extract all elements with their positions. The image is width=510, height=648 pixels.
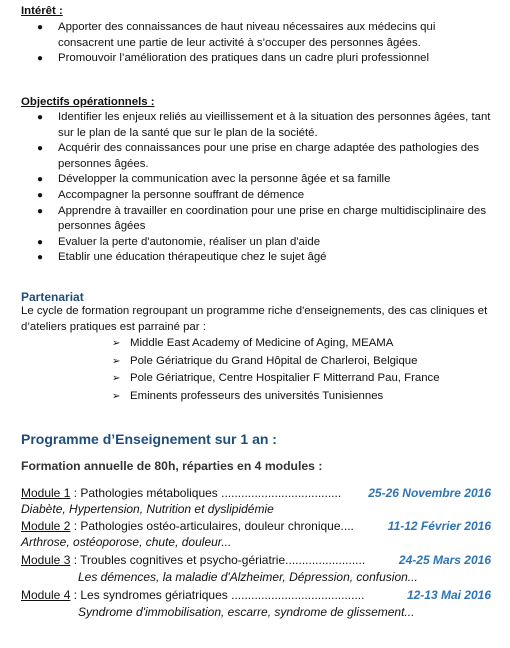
list-item: ● Evaluer la perte d'autonomie, réaliser un plan d'aide xyxy=(0,235,494,251)
partenariat-text: Le cycle de formation regroupant un programme riche d'enseignements, des cas cliniques et d’ateliers pratiques est parrainé par : xyxy=(21,305,488,333)
arrow-bullet-icon: ➢ xyxy=(112,390,121,402)
objectifs-heading: Objectifs opérationnels : xyxy=(21,96,155,108)
module-label: Module 3 xyxy=(21,553,71,567)
bullet-icon: ● xyxy=(37,112,44,123)
bullet-icon: ● xyxy=(37,205,44,217)
module-label: Module 2 xyxy=(21,519,71,533)
module-line xyxy=(21,485,491,501)
bullet-icon: ● xyxy=(37,143,44,155)
list-item: ● Apporter des connaissances de haut niveau nécessaires aux médecins qui consacrent une partie de leur activité à s’occuper des personnes âgées. xyxy=(37,21,436,49)
module-date: 12-13 Mai 2016 xyxy=(406,588,491,602)
bullet-icon: ● xyxy=(37,236,44,248)
module-label: Module 1 xyxy=(21,486,71,500)
arrow-bullet-icon: ➢ xyxy=(112,338,121,349)
module-line xyxy=(21,552,491,568)
list-item: ➢ Eminents professeurs des universités Tunisiennes xyxy=(0,388,440,406)
list-item: ● Apprendre à travailler en coordination pour une prise en charge multidisciplinaire des personnes âgées xyxy=(37,204,487,233)
module-label: Module 4 xyxy=(21,588,71,602)
module-line xyxy=(21,587,491,603)
list-item: ● Etablir une éducation thérapeutique chez le sujet âgé xyxy=(0,250,494,266)
list-item: ● Accompagner la personne souffrant de démence xyxy=(0,188,494,204)
arrow-bullet-icon: ➢ xyxy=(112,373,121,384)
objectifs-list xyxy=(0,110,494,266)
module-topic: : Troubles cognitives et psycho-gériatrie........................ xyxy=(70,553,366,567)
list-item: ➢ Pole Gériatrique, Centre Hospitalier F Mitterrand Pau, France xyxy=(0,370,440,388)
list-item: ● Promouvoir l’amélioration des pratiques dans un cadre pluri professionnel xyxy=(0,51,494,67)
bullet-icon: ● xyxy=(37,189,44,201)
interet-heading: Intérêt : xyxy=(21,5,63,17)
arrow-bullet-icon: ➢ xyxy=(112,355,121,367)
module-description: Diabète, Hypertension, Nutrition et dyslipidémie xyxy=(21,502,274,516)
partenariat-title: Partenariat xyxy=(21,290,84,304)
partners-list xyxy=(0,335,440,405)
module-date: 25-26 Novembre 2016 xyxy=(368,486,491,500)
module-topic: : Les syndromes gériatriques ........................................ xyxy=(70,588,365,602)
module-topic: : Pathologies métaboliques .................................... xyxy=(70,486,342,500)
list-item: ➢ Middle East Academy of Medicine of Aging, MEAMA xyxy=(0,335,440,353)
module-description: Syndrome d'immobilisation, escarre, syndrome de glissement... xyxy=(78,605,415,619)
bullet-icon: ● xyxy=(37,22,44,33)
module-line xyxy=(21,518,491,534)
module-description: Arthrose, ostéoporose, chute, douleur... xyxy=(21,535,232,549)
module-date: 24-25 Mars 2016 xyxy=(398,553,491,567)
module-date: 11-12 Février 2016 xyxy=(387,519,491,533)
list-item: ● Acquérir des connaissances pour une prise en charge adaptée des pathologies des personnes âgées. xyxy=(37,142,480,170)
bullet-icon: ● xyxy=(37,53,44,65)
bullet-icon: ● xyxy=(37,252,44,264)
formation-summary: Formation annuelle de 80h, réparties en 4 modules : xyxy=(21,459,323,473)
interet-list xyxy=(0,20,494,67)
module-description: Les démences, la maladie d'Alzheimer, Dépression, confusion... xyxy=(78,570,418,584)
list-item: ➢ Pole Gériatrique du Grand Hôpital de Charleroi, Belgique xyxy=(0,353,440,371)
programme-title: Programme d’Enseignement sur 1 an : xyxy=(21,431,277,447)
module-topic: : Pathologies ostéo-articulaires, douleur chronique.... xyxy=(70,519,354,533)
bullet-icon: ● xyxy=(37,174,44,186)
list-item: ● Identifier les enjeux reliés au vieillissement et à la situation des personnes âgées, tant sur le plan de la santé que sur le plan de la société. xyxy=(37,111,491,139)
list-item: ● Développer la communication avec la personne âgée et sa famille xyxy=(0,172,494,188)
